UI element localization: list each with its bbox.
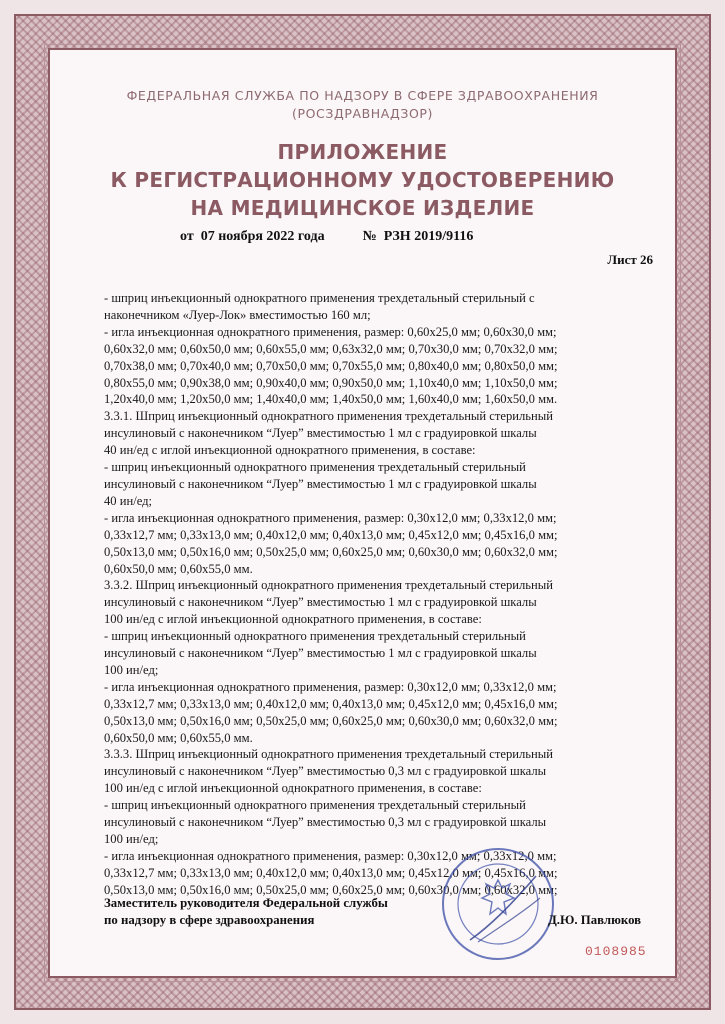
body-line: 3.3.2. Шприц инъекционный однократного применения трехдетальный стерильный: [104, 578, 553, 593]
body-line: - игла инъекционная однократного применения, размер: 0,30x12,0 мм; 0,33x12,0 мм;: [104, 679, 557, 694]
body-line: 0,33x12,7 мм; 0,33x13,0 мм; 0,40x12,0 мм; 0,40x13,0 мм; 0,45x12,0 мм; 0,45x16,0 мм;: [104, 527, 558, 542]
body-line: 0,80x55,0 мм; 0,90x38,0 мм; 0,90x40,0 мм; 0,90x50,0 мм; 1,10x40,0 мм; 1,10x50,0 мм;: [104, 375, 558, 390]
registration-number: № РЗН 2019/9116: [362, 229, 474, 244]
agency-name: ФЕДЕРАЛЬНАЯ СЛУЖБА ПО НАДЗОРУ В СФЕРЕ ЗДРАВООХРАНЕНИЯ: [126, 88, 599, 103]
body-line: - игла инъекционная однократного применения, размер: 0,60x25,0 мм; 0,60x30,0 мм;: [104, 324, 557, 339]
document-title-line2: К РЕГИСТРАЦИОННОМУ УДОСТОВЕРЕНИЮ: [110, 168, 615, 192]
body-line: 1,20x40,0 мм; 1,20x50,0 мм; 1,40x40,0 мм; 1,40x50,0 мм; 1,60x40,0 мм; 1,60x50,0 мм.: [104, 392, 558, 407]
body-line: 0,50x13,0 мм; 0,50x16,0 мм; 0,50x25,0 мм; 0,60x25,0 мм; 0,60x30,0 мм; 0,60x32,0 мм;: [104, 713, 558, 728]
body-line: инсулиновый с наконечником “Луер” вместимостью 1 мл с градуировкой шкалы: [104, 595, 537, 610]
official-seal-stamp: [440, 846, 556, 962]
body-line: инсулиновый с наконечником “Луер” вместимостью 0,3 мл с градуировкой шкалы: [104, 815, 547, 830]
body-line: - шприц инъекционный однократного применения трехдетальный стерильный: [104, 460, 526, 475]
document-body: [104, 290, 638, 899]
body-line: - игла инъекционная однократного применения, размер: 0,30x12,0 мм; 0,33x12,0 мм;: [104, 848, 557, 863]
body-line: 0,70x38,0 мм; 0,70x40,0 мм; 0,70x50,0 мм; 0,70x55,0 мм; 0,80x40,0 мм; 0,80x50,0 мм;: [104, 358, 558, 373]
body-line: 40 ин/ед с иглой инъекционной однократного применения, в составе:: [104, 443, 476, 458]
body-line: 0,60x32,0 мм; 0,60x50,0 мм; 0,60x55,0 мм; 0,63x32,0 мм; 0,70x30,0 мм; 0,70x32,0 мм;: [104, 341, 558, 356]
body-line: - игла инъекционная однократного применения, размер: 0,30x12,0 мм; 0,33x12,0 мм;: [104, 510, 557, 525]
body-line: инсулиновый с наконечником “Луер” вместимостью 1 мл с градуировкой шкалы: [104, 476, 537, 491]
document-title-line3: НА МЕДИЦИНСКОЕ ИЗДЕЛИЕ: [190, 196, 535, 220]
body-line: 0,50x13,0 мм; 0,50x16,0 мм; 0,50x25,0 мм; 0,60x25,0 мм; 0,60x30,0 мм; 0,60x32,0 мм;: [104, 544, 558, 559]
sheet-number: Лист 26: [607, 252, 653, 267]
body-line: инсулиновый с наконечником “Луер” вместимостью 0,3 мл с градуировкой шкалы: [104, 764, 547, 779]
body-line: 40 ин/ед;: [104, 493, 153, 508]
serial-number: 0108985: [585, 944, 647, 959]
body-line: 0,50x13,0 мм; 0,50x16,0 мм; 0,50x25,0 мм; 0,60x25,0 мм; 0,60x30,0 мм; 0,60x32,0 мм;: [104, 882, 558, 897]
body-line: - шприц инъекционный однократного применения трехдетальный стерильный с: [104, 291, 535, 305]
body-line: 0,60x50,0 мм; 0,60x55,0 мм.: [104, 730, 253, 745]
body-line: 0,60x50,0 мм; 0,60x55,0 мм.: [104, 561, 253, 576]
registration-meta: [180, 229, 473, 245]
document-title-line1: ПРИЛОЖЕНИЕ: [277, 140, 448, 164]
body-line: 3.3.3. Шприц инъекционный однократного применения трехдетальный стерильный: [104, 747, 553, 762]
body-line: 100 ин/ед с иглой инъекционной однократного применения, в составе:: [104, 781, 482, 796]
signatory-title-line2: по надзору в сфере здравоохранения: [104, 913, 315, 927]
agency-abbreviation: (РОСЗДРАВНАДЗОР): [291, 106, 433, 121]
body-line: 0,33x12,7 мм; 0,33x13,0 мм; 0,40x12,0 мм; 0,40x13,0 мм; 0,45x12,0 мм; 0,45x16,0 мм;: [104, 696, 558, 711]
body-line: 0,33x12,7 мм; 0,33x13,0 мм; 0,40x12,0 мм; 0,40x13,0 мм; 0,45x12,0 мм; 0,45x16,0 мм;: [104, 865, 558, 880]
signatory-title-line1: Заместитель руководителя Федеральной службы: [104, 896, 388, 910]
body-line: 3.3.1. Шприц инъекционный однократного применения трехдетальный стерильный: [104, 409, 553, 424]
body-line: 100 ин/ед с иглой инъекционной однократного применения, в составе:: [104, 612, 482, 627]
body-line: - шприц инъекционный однократного применения трехдетальный стерильный: [104, 798, 526, 813]
body-line: - шприц инъекционный однократного применения трехдетальный стерильный: [104, 629, 526, 644]
signatory-name: Д.Ю. Павлюков: [548, 913, 642, 927]
body-line: инсулиновый с наконечником “Луер” вместимостью 1 мл с градуировкой шкалы: [104, 426, 537, 441]
body-line: наконечником «Луер-Лок» вместимостью 160 мл;: [104, 307, 371, 322]
body-line: 100 ин/ед;: [104, 832, 159, 846]
body-line: инсулиновый с наконечником “Луер” вместимостью 1 мл с градуировкой шкалы: [104, 646, 537, 661]
registration-date: от 07 ноября 2022 года: [180, 229, 325, 244]
body-line: 100 ин/ед;: [104, 662, 159, 677]
